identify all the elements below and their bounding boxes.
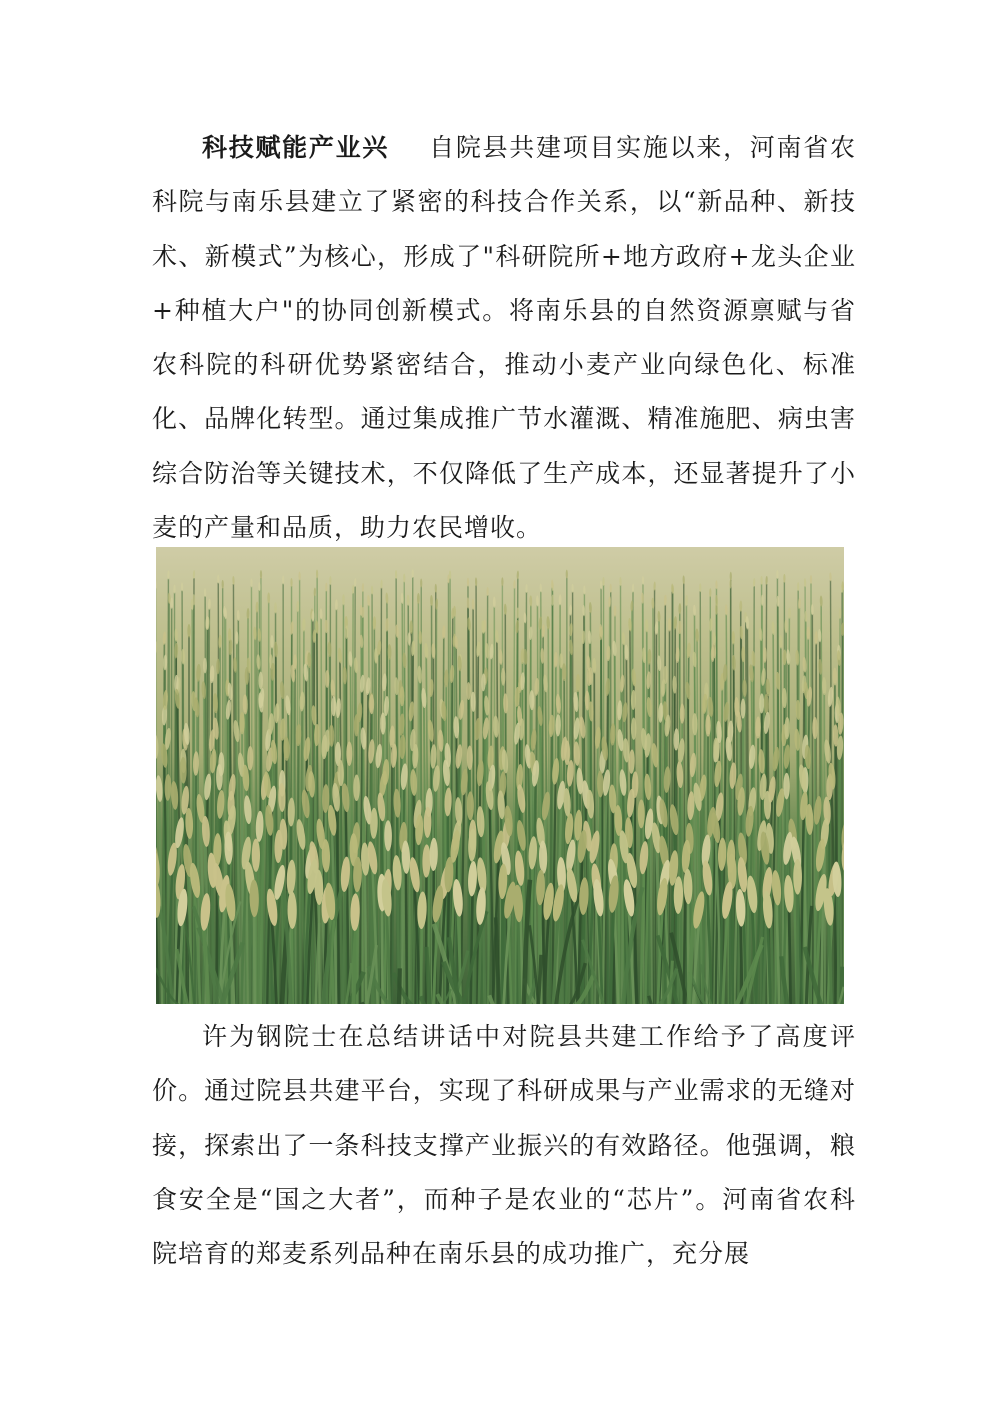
paragraph-1 <box>152 121 856 555</box>
paragraph-lead-heading: 科技赋能产业兴 <box>202 133 390 162</box>
wheat-field-illustration <box>156 547 844 1004</box>
wheat-field-photo <box>156 547 844 1004</box>
paragraph-1-body: 自院县共建项目实施以来，河南省农科院与南乐县建立了紧密的科技合作关系，以“新品种、新技术、新模式”为核心，形成了"科研院所+地方政府+龙头企业+种植大户"的协同创新模式。将南乐县的自然资源禀赋与省农科院的科研优势紧密结合，推动小麦产业向绿色化、标准化、品牌化转型。通过集成推广节水灌溉、精准施肥、病虫害综合防治等关键技术，不仅降低了生产成本，还显著提升了小麦的产量和品质，助力农民增收。 <box>152 133 856 543</box>
paragraph-2 <box>152 1010 856 1281</box>
paragraph-2-body: 许为钢院士在总结讲话中对院县共建工作给予了高度评价。通过院县共建平台，实现了科研成果与产业需求的无缝对接，探索出了一条科技支撑产业振兴的有效路径。他强调，粮食安全是“国之大者”，而种子是农业的“芯片”。河南省农科院培育的郑麦系列品种在南乐县的成功推广，充分展 <box>152 1022 856 1269</box>
